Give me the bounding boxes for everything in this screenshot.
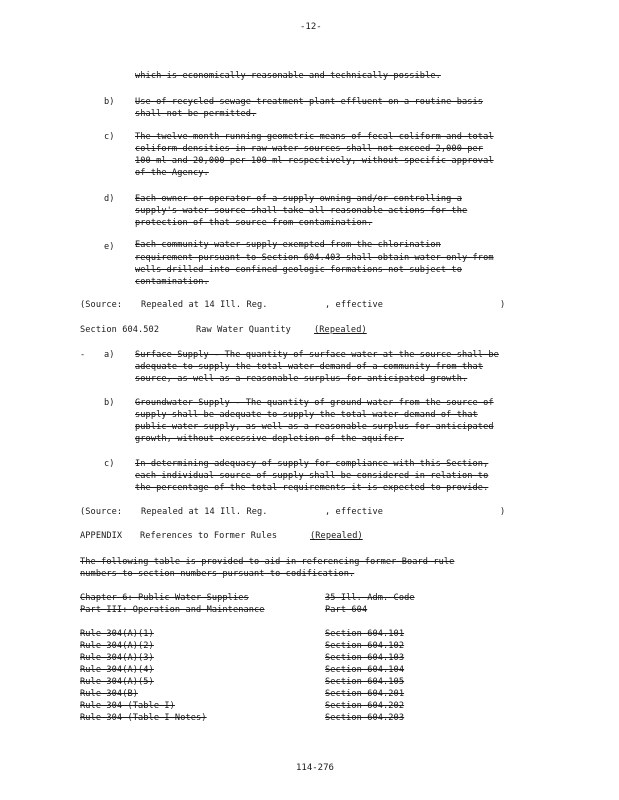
table-header-left: Part III: Operation and Maintenance (80, 605, 265, 615)
item-e-line: wells drilled into confined geologic formations not subject to (135, 265, 462, 275)
s2-item-c-line: each individual source of supply shall be considered in relation to (135, 471, 489, 481)
source-open: (Source: (80, 300, 123, 310)
source-effective: , effective (325, 507, 384, 517)
section-title: Raw Water Quantity (196, 325, 291, 335)
s2-item-b-line: public water supply, as well as a reasonable surplus for anticipated (135, 422, 494, 432)
table-header-right: Part 604 (325, 605, 368, 615)
item-d-label: d) (104, 194, 115, 204)
table-row-rule: Rule 304(A)(2) (80, 641, 154, 651)
s2-item-c-line: In determining adequacy of supply for compliance with this Section, (135, 459, 489, 469)
item-d-line: Each owner or operator of a supply owning and/or controlling a (135, 194, 462, 204)
margin-dash: - (80, 350, 86, 360)
table-row-section: Section 604.202 (325, 701, 405, 711)
item-e-label: e) (104, 242, 115, 252)
table-row-rule: Rule 304(A)(3) (80, 653, 154, 663)
table-row-rule: Rule 304(B) (80, 689, 139, 699)
table-row-section: Section 604.103 (325, 653, 405, 663)
item-e-line: contamination. (135, 277, 209, 287)
table-header-left: Chapter 6: Public Water Supplies (80, 593, 249, 603)
source-text: Repealed at 14 Ill. Reg. (141, 507, 268, 517)
item-d-line: protection of that source from contamination. (135, 218, 373, 228)
appendix-label: APPENDIX (80, 531, 123, 541)
item-c-line: The twelve-month running geometric means of fecal coliform and total (135, 132, 494, 142)
source-open: (Source: (80, 507, 123, 517)
item-b-line: shall not be permitted. (135, 109, 257, 119)
page-number: -12- (300, 22, 322, 32)
s2-item-a-line: source, as well as a reasonable surplus for anticipated growth. (135, 374, 468, 384)
table-row-section: Section 604.101 (325, 629, 405, 639)
s2-item-c-label: c) (104, 459, 115, 469)
source-effective: , effective (325, 300, 384, 310)
source-text: Repealed at 14 Ill. Reg. (141, 300, 268, 310)
item-e-line: requirement pursuant to Section 604.403 shall obtain water only from (135, 253, 494, 263)
appendix-repealed: (Repealed) (310, 531, 363, 541)
item-e-line: Each community water supply exempted from the chlorination (135, 240, 441, 250)
source-close: ) (500, 507, 506, 517)
s2-item-a-line: Surface Supply - The quantity of surface water at the source shall be (135, 350, 499, 360)
intro-line: The following table is provided to aid in referencing former Board rule (80, 557, 455, 567)
table-row-section: Section 604.102 (325, 641, 405, 651)
item-c-line: of the Agency. (135, 168, 209, 178)
item-b-line: Use of recycled sewage treatment plant effluent on a routine basis (135, 97, 484, 107)
s2-item-c-line: the percentage of the total requirements it is expected to provide. (135, 483, 489, 493)
table-row-section: Section 604.104 (325, 665, 405, 675)
table-row-rule: Rule 304 (Table I Notes) (80, 713, 207, 723)
table-row-section: Section 604.203 (325, 713, 405, 723)
item-c-line: coliform densities in raw water sources shall not exceed 2,000 per (135, 144, 484, 154)
continuation-line: which is economically reasonable and technically possible. (135, 71, 441, 81)
table-header-right: 35 Ill. Adm. Code (325, 593, 415, 603)
s2-item-a-line: adequate to supply the total water demand of a community from that (135, 362, 484, 372)
footer-page-number: 114-276 (296, 763, 334, 773)
s2-item-b-line: supply shall be adequate to supply the total water demand of that (135, 410, 478, 420)
item-b-label: b) (104, 97, 115, 107)
item-c-line: 100 ml and 20,000 per 100 ml respectively, without specific approval (135, 156, 494, 166)
item-c-label: c) (104, 132, 115, 142)
s2-item-b-line: growth, without excessive depletion of the aquifer. (135, 434, 404, 444)
s2-item-b-label: b) (104, 398, 115, 408)
table-row-rule: Rule 304(A)(1) (80, 629, 154, 639)
table-row-section: Section 604.201 (325, 689, 405, 699)
appendix-title: References to Former Rules (140, 531, 278, 541)
section-repealed: (Repealed) (314, 325, 367, 335)
source-close: ) (500, 300, 506, 310)
item-d-line: supply's water source shall take all reasonable actions for the (135, 206, 468, 216)
section-number: Section 604.502 (80, 325, 160, 335)
s2-item-a-label: a) (104, 350, 115, 360)
intro-line: numbers to section numbers pursuant to codification. (80, 569, 355, 579)
s2-item-b-line: Groundwater Supply - The quantity of ground water from the source of (135, 398, 494, 408)
table-row-rule: Rule 304(A)(4) (80, 665, 154, 675)
table-row-rule: Rule 304(A)(5) (80, 677, 154, 687)
table-row-rule: Rule 304 (Table I) (80, 701, 175, 711)
table-row-section: Section 604.105 (325, 677, 405, 687)
